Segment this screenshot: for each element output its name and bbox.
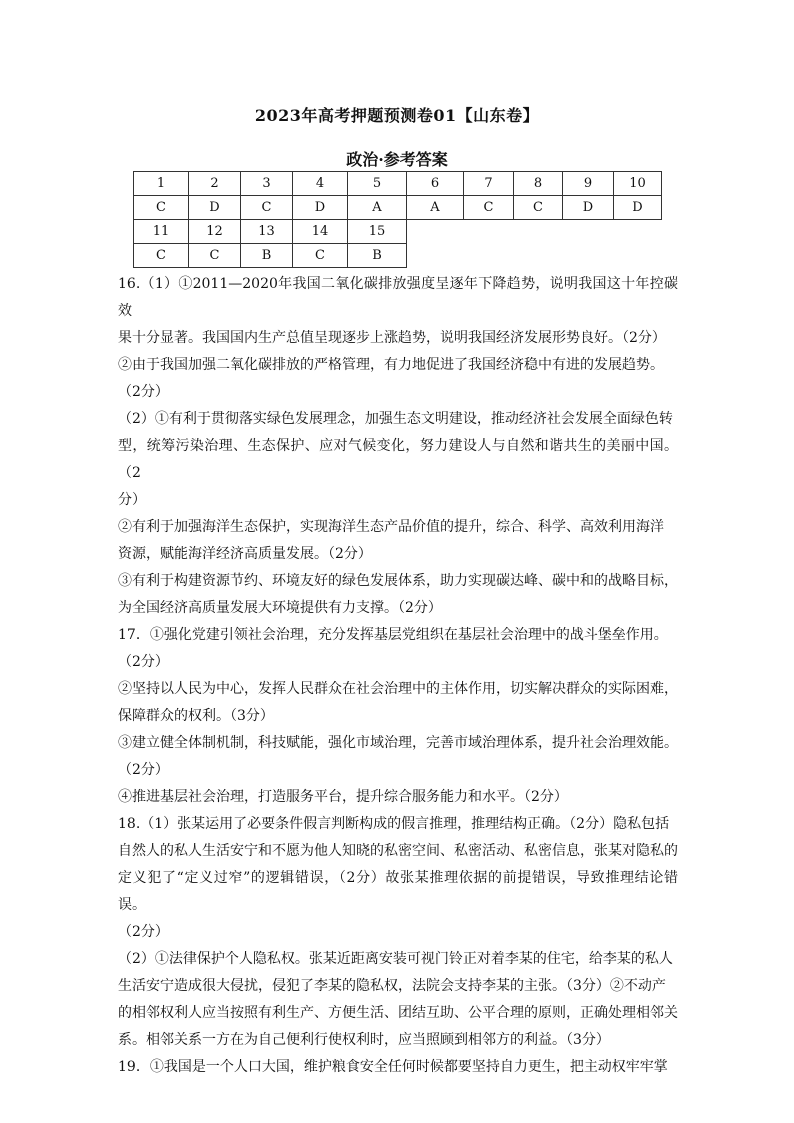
table-cell: 14 — [293, 220, 348, 244]
text-line: （2分） — [118, 654, 169, 670]
table-empty-area — [407, 220, 662, 244]
text-line: 型，统筹污染治理、生态保护、应对气候变化，努力建设人与自然和谐共生的美丽中国。（2 — [118, 438, 678, 481]
table-cell: D — [293, 196, 348, 220]
text-line: ②由于我国加强二氧化碳排放的严格管理，有力地促进了我国经济稳中有进的发展趋势。 — [118, 357, 664, 373]
text-line: （2分） — [118, 924, 169, 940]
text-line: （2）①法律保护个人隐私权。张某近距离安装可视门铃正对着李某的住宅，给李某的私人 — [118, 951, 673, 967]
text-line: ④推进基层社会治理，打造服务平台，提升综合服务能力和水平。（2分） — [118, 789, 568, 805]
text-line: 自然人的私人生活安宁和不愿为他人知晓的私密空间、私密活动、私密信息，张某对隐私的 — [118, 843, 678, 859]
table-cell: C — [134, 196, 189, 220]
text-line: 生活安宁造成很大侵扰，侵犯了李某的隐私权，法院会支持李某的主张。（3分）②不动产 — [118, 978, 666, 994]
table-cell: 9 — [563, 172, 614, 196]
text-line: 定义犯了“定义过窄”的逻辑错误，（2分）故张某推理依据的前提错误，导致推理结论错误。 — [118, 870, 678, 913]
text-line: （2分） — [118, 762, 169, 778]
table-cell: 2 — [189, 172, 241, 196]
table-row — [134, 196, 662, 220]
page-subtitle: 政治·参考答案 — [346, 150, 448, 169]
table-cell: 11 — [134, 220, 189, 244]
text-line: （2分） — [118, 384, 169, 400]
page-title: 2023年高考押题预测卷01【山东卷】 — [254, 106, 540, 125]
text-line: 系。相邻关系一方在为自己便利行使权利时，应当照顾到相邻方的利益。（3分） — [118, 1032, 610, 1048]
table-cell: A — [407, 196, 464, 220]
text-line: ③建立健全体制机制，科技赋能，强化市域治理，完善市域治理体系，提升社会治理效能。 — [118, 735, 678, 751]
table-cell: 5 — [348, 172, 407, 196]
table-cell: 7 — [464, 172, 514, 196]
table-cell: A — [348, 196, 407, 220]
table-cell: C — [241, 196, 293, 220]
table-cell: C — [189, 244, 241, 268]
table-row — [134, 172, 662, 196]
text-line: 为全国经济高质量发展大环境提供有力支撑。（2分） — [118, 600, 442, 616]
text-line: ②坚持以人民为中心，发挥人民群众在社会治理中的主体作用，切实解决群众的实际困难， — [118, 681, 678, 697]
text-line: 的相邻权利人应当按照有利生产、方便生活、团结互助、公平合理的原则，正确处理相邻关 — [118, 1005, 678, 1021]
table-cell: 1 — [134, 172, 189, 196]
answer-body — [118, 271, 678, 1081]
text-line: 分） — [118, 492, 146, 508]
table-cell: C — [464, 196, 514, 220]
table-cell: 6 — [407, 172, 464, 196]
text-line: 16.（1）①2011—2020年我国二氧化碳排放强度呈逐年下降趋势，说明我国这十年控碳效 — [118, 276, 678, 319]
table-row — [134, 220, 662, 244]
text-line: ③有利于构建资源节约、环境友好的绿色发展体系，助力实现碳达峰、碳中和的战略目标， — [118, 573, 678, 589]
text-line: ②有利于加强海洋生态保护，实现海洋生态产品价值的提升，综合、科学、高效利用海洋 — [118, 519, 664, 535]
text-line: 18.（1）张某运用了必要条件假言判断构成的假言推理，推理结构正确。（2分）隐私包括 — [118, 816, 670, 832]
table-cell: 12 — [189, 220, 241, 244]
table-cell: 13 — [241, 220, 293, 244]
table-cell: 4 — [293, 172, 348, 196]
text-line: 资源，赋能海洋经济高质量发展。（2分） — [118, 546, 372, 562]
table-cell: 10 — [614, 172, 662, 196]
table-cell: C — [514, 196, 563, 220]
table-row — [134, 244, 662, 268]
table-cell: 3 — [241, 172, 293, 196]
table-cell: 8 — [514, 172, 563, 196]
table-cell: D — [614, 196, 662, 220]
answer-table — [133, 171, 662, 268]
table-cell: C — [293, 244, 348, 268]
text-line: 19．①我国是一个人口大国，维护粮食安全任何时候都要坚持自力更生，把主动权牢牢掌 — [118, 1059, 668, 1075]
text-line: （2）①有利于贯彻落实绿色发展理念，加强生态文明建设，推动经济社会发展全面绿色转 — [118, 411, 673, 427]
text-line: 保障群众的权利。（3分） — [118, 708, 274, 724]
table-cell: B — [241, 244, 293, 268]
table-cell: 15 — [348, 220, 407, 244]
table-empty-area — [407, 244, 662, 268]
table-cell: C — [134, 244, 189, 268]
table-cell: D — [189, 196, 241, 220]
text-line: 果十分显著。我国国内生产总值呈现逐步上涨趋势，说明我国经济发展形势良好。（2分） — [118, 330, 666, 346]
table-cell: D — [563, 196, 614, 220]
table-cell: B — [348, 244, 407, 268]
text-line: 17．①强化党建引领社会治理，充分发挥基层党组织在基层社会治理中的战斗堡垒作用。 — [118, 627, 668, 643]
